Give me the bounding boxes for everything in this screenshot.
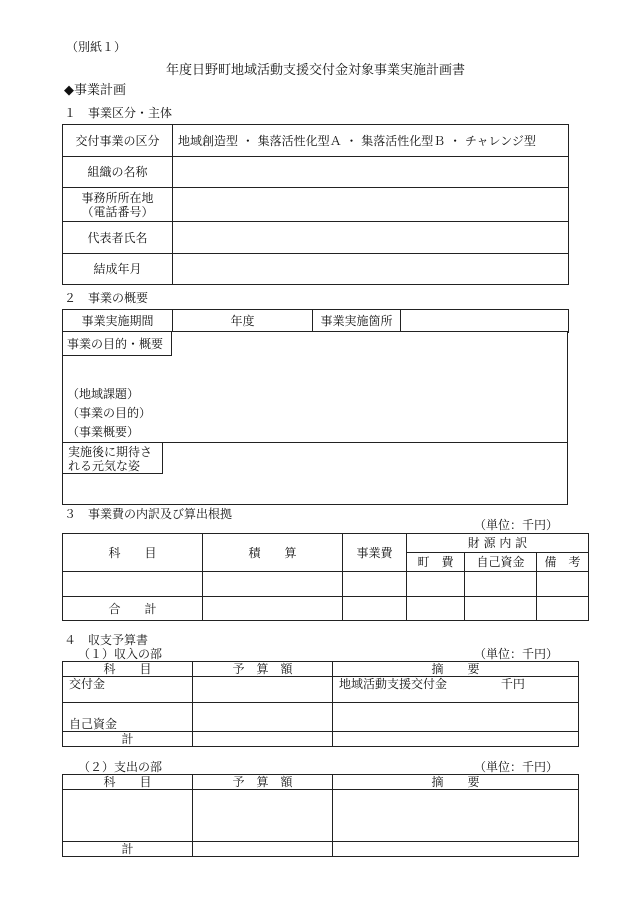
cost-remarks-cell[interactable] [537,572,589,597]
section-heading-plan: ◆事業計画 [64,83,126,98]
expected-label-box [62,442,163,474]
expense-col-budget: 予 算 額 [193,775,333,790]
cost-town-cell[interactable] [407,572,465,597]
expense-table [62,774,579,857]
purpose-item-goal: （事業の目的） [67,406,152,420]
document-title: 年度日野町地域活動支援交付金対象事業実施計画書 [166,63,466,78]
expected-label-line2: れる元気な姿 [68,459,141,473]
income-total-summary[interactable] [333,732,579,747]
cost-subject-cell[interactable] [63,572,203,597]
expense-heading: （２）支出の部 [78,760,163,774]
section2-period-table [62,309,569,333]
cost-total-estimate[interactable] [203,597,343,621]
organization-field[interactable] [173,157,569,188]
income-row-own-subject: 自己資金 [63,703,193,732]
income-heading: （１）収入の部 [78,647,163,661]
label-period: 事業実施期間 [63,310,173,333]
cost-total-remarks[interactable] [537,597,589,621]
income-total-budget[interactable] [193,732,333,747]
income-col-subject: 科 目 [63,662,193,677]
grant-summary-text: 地域活動支援交付金 [339,677,448,691]
category-options[interactable]: 地域創造型 ・ 集落活性化型Ａ ・ 集落活性化型Ｂ ・ チャレンジ型 [173,125,569,157]
purpose-item-issue: （地域課題） [67,387,140,401]
purpose-label-box [62,331,172,356]
purpose-item-overview: （事業概要） [67,425,140,439]
purpose-label: 事業の目的・概要 [67,337,164,351]
expense-unit: （単位：千円） [474,760,559,774]
income-total-label: 計 [63,732,193,747]
expense-col-subject: 科 目 [63,775,193,790]
formed-date-field[interactable] [173,254,569,285]
expense-summary-cell[interactable] [333,790,579,842]
label-formed-date: 結成年月 [63,254,173,285]
section4-heading: ４ 収支予算書 [64,633,149,647]
expense-total-summary[interactable] [333,842,579,857]
income-row-grant-budget[interactable] [193,677,333,703]
expense-col-summary: 摘 要 [333,775,579,790]
label-office-address [63,188,173,222]
col-subject: 科 目 [63,534,203,572]
cost-amount-cell[interactable] [343,572,407,597]
attachment-label: （別紙１） [66,40,127,54]
location-field[interactable] [401,310,569,333]
representative-field[interactable] [173,222,569,254]
office-address-text: 事務所所在地 [81,190,154,205]
phone-sublabel: （電話番号） [81,204,154,219]
income-col-budget: 予 算 額 [193,662,333,677]
income-row-grant-subject: 交付金 [63,677,193,703]
cost-total-amount[interactable] [343,597,407,621]
label-location: 事業実施箇所 [313,310,401,333]
cost-table [62,533,589,621]
label-category: 交付事業の区分 [63,125,173,157]
section1-heading: １ 事業区分・主体 [64,106,173,120]
cost-estimate-cell[interactable] [203,572,343,597]
expense-budget-cell[interactable] [193,790,333,842]
grant-summary-unit: 千円 [500,677,525,691]
col-estimate: 積 算 [203,534,343,572]
section2-heading: ２ 事業の概要 [64,291,149,305]
col-town-expense: 町 費 [407,553,465,572]
col-funding-breakdown: 財 源 内 訳 [407,534,589,553]
expected-label-line1: 実施後に期待さ [68,445,153,459]
income-row-grant-summary [333,677,579,703]
expense-total-label: 計 [63,842,193,857]
cost-total-town[interactable] [407,597,465,621]
income-unit: （単位：千円） [474,647,559,661]
label-representative: 代表者氏名 [63,222,173,254]
section3-heading: ３ 事業費の内訳及び算出根拠 [64,507,233,521]
section1-table [62,124,569,285]
office-address-field[interactable] [173,188,569,222]
section3-unit: （単位：千円） [474,518,559,532]
income-row-own-summary[interactable] [333,703,579,732]
expense-total-budget[interactable] [193,842,333,857]
cost-own-cell[interactable] [465,572,537,597]
label-organization: 組織の名称 [63,157,173,188]
income-col-summary: 摘 要 [333,662,579,677]
expense-subject-cell[interactable] [63,790,193,842]
col-remarks: 備 考 [537,553,589,572]
income-row-own-budget[interactable] [193,703,333,732]
col-own-funds: 自己資金 [465,553,537,572]
cost-total-label: 合 計 [63,597,203,621]
income-table [62,661,579,747]
col-cost: 事業費 [343,534,407,572]
cost-total-own[interactable] [465,597,537,621]
period-field[interactable]: 年度 [173,310,313,333]
